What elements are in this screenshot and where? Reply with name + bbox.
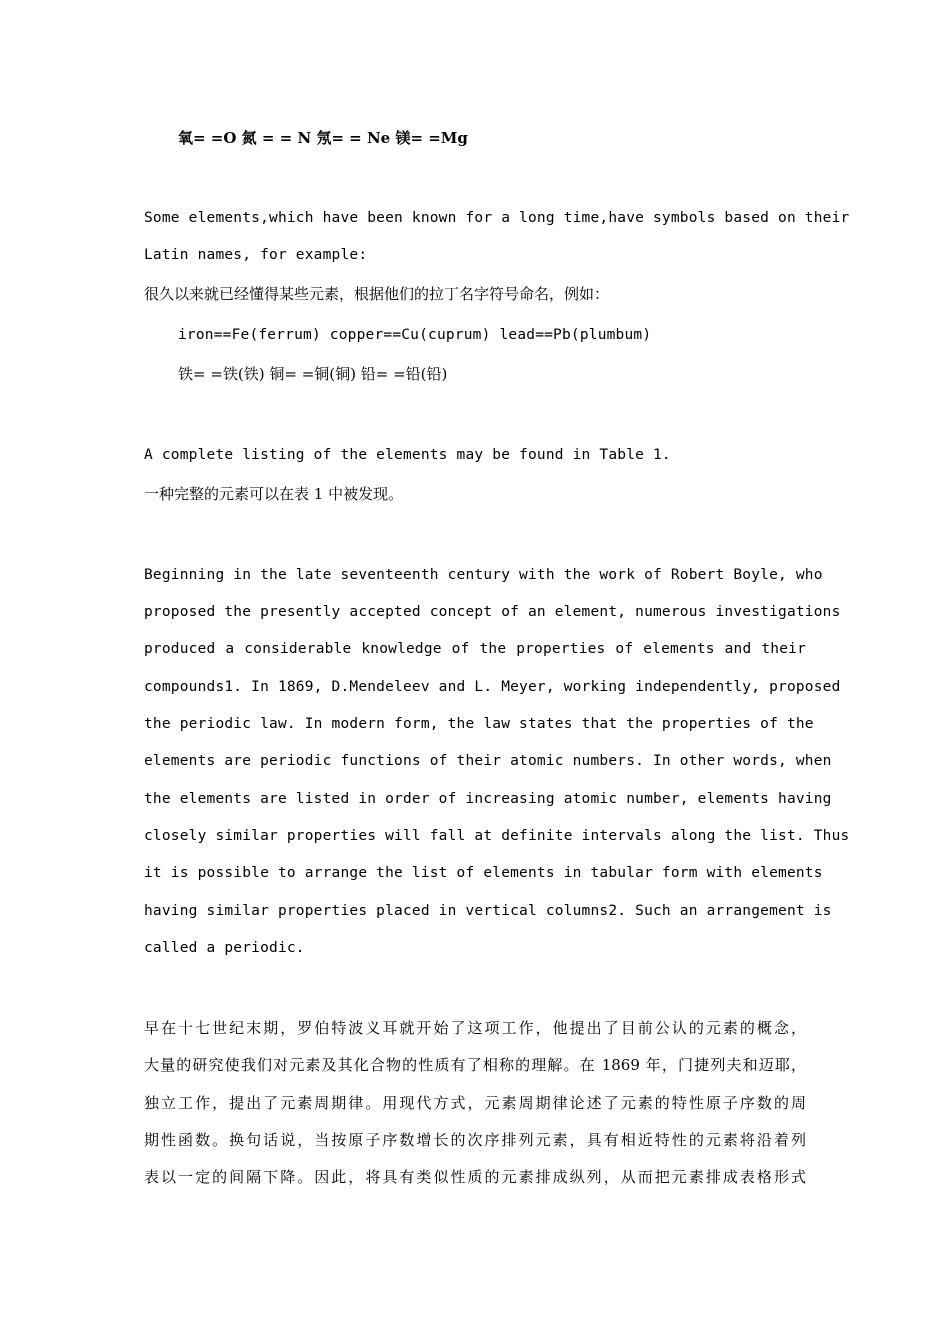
- examples-en-line: iron==Fe(ferrum) copper==Cu(cuprum) lead==Pb(plumbum): [178, 327, 652, 343]
- para3-line-8: closely similar properties will fall at definite intervals along the list. Thus: [144, 828, 850, 844]
- para4-line-3: 独立工作，提出了元素周期律。用现代方式，元素周期律论述了元素的特性原子序数的周: [144, 1094, 806, 1112]
- para3-line-11: called a periodic.: [144, 940, 305, 956]
- para3-line-10: having similar properties placed in vertical columns2. Such an arrangement is: [144, 903, 832, 919]
- para4-line-1: 早在十七世纪末期，罗伯特波义耳就开始了这项工作，他提出了目前公认的元素的概念，: [144, 1019, 806, 1037]
- para3-line-6: elements are periodic functions of their atomic numbers. In other words, when: [144, 753, 832, 769]
- para3-line-3: produced a considerable knowledge of the properties of elements and their: [144, 641, 806, 657]
- para2-zh-line: 一种完整的元素可以在表 1 中被发现。: [144, 485, 404, 503]
- para1-zh-line: 很久以来就已经懂得某些元素，根据他们的拉丁名字符号命名，例如：: [144, 285, 610, 303]
- para1-en-line-2: Latin names, for example:: [144, 247, 368, 263]
- para1-en-line-1: Some elements,which have been known for a long time,have symbols based on their: [144, 210, 850, 226]
- para4-line-2: 大量的研究使我们对元素及其化合物的性质有了相称的理解。在 1869 年，门捷列夫和迈耶，: [144, 1056, 806, 1074]
- para3-line-4: compounds1. In 1869, D.Mendeleev and L. Meyer, working independently, proposed: [144, 679, 841, 695]
- para3-line-5: the periodic law. In modern form, the law states that the properties of the: [144, 716, 814, 732]
- para4-line-4: 期性函数。换句话说，当按原子序数增长的次序排列元素，具有相近特性的元素将沿着列: [144, 1131, 806, 1149]
- element-symbols-line: 氧= =O 氮 = = N 氖= = Ne 镁= =Mg: [178, 129, 468, 147]
- para3-line-1: Beginning in the late seventeenth century with the work of Robert Boyle, who: [144, 567, 823, 583]
- examples-zh-line: 铁= =铁(铁) 铜= =铜(铜) 铅= =铅(铅): [178, 365, 448, 383]
- para4-line-5: 表以一定的间隔下降。因此，将具有类似性质的元素排成纵列，从而把元素排成表格形式: [144, 1168, 806, 1186]
- para3-line-9: it is possible to arrange the list of elements in tabular form with elements: [144, 865, 823, 881]
- para3-line-7: the elements are listed in order of increasing atomic number, elements having: [144, 791, 832, 807]
- para3-line-2: proposed the presently accepted concept of an element, numerous investigations: [144, 604, 841, 620]
- para2-en-line: A complete listing of the elements may be found in Table 1.: [144, 447, 671, 463]
